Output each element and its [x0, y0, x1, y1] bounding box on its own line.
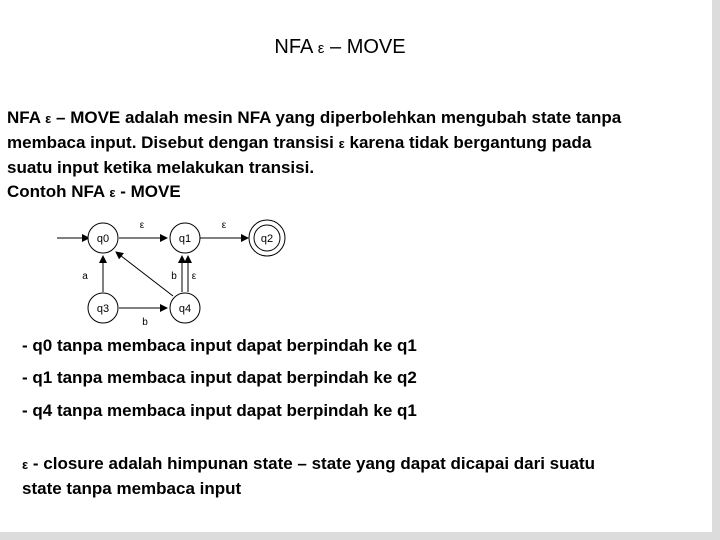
example-epsilon: ε — [109, 185, 116, 200]
state-q0-label: q0 — [96, 233, 110, 245]
definition-paragraph — [7, 106, 687, 180]
para-line3: suatu input ketika melakukan transisi. — [7, 158, 315, 177]
para-epsilon-1: ε — [45, 111, 52, 126]
title-epsilon: ε — [317, 40, 325, 57]
para-line2-a: membaca input. Disebut dengan transisi — [7, 133, 334, 152]
para-line2-b: karena tidak bergantung pada — [349, 133, 592, 152]
edge-label-q0-q1: ε — [139, 220, 145, 231]
state-q4-label: q4 — [178, 303, 192, 315]
slide-title — [0, 36, 680, 59]
nfa-diagram-svg — [55, 212, 318, 332]
edge-label-q4-q1-eps: ε — [191, 271, 197, 282]
para-line1-rest: – MOVE adalah mesin NFA yang diperbolehkan mengubah state tanpa — [56, 108, 622, 127]
state-q1-label: q1 — [178, 233, 192, 245]
edge-label-q4-q1-b: b — [171, 271, 177, 282]
bullet-q1: - q1 tanpa membaca input dapat berpindah ke q2 — [22, 368, 417, 387]
edge-q4-q0 — [116, 252, 173, 296]
closure-line2: state tanpa membaca input — [22, 479, 242, 498]
state-q3-label: q3 — [96, 303, 110, 315]
para-epsilon-2: ε — [338, 136, 345, 151]
example-suffix: - MOVE — [120, 182, 181, 201]
example-heading — [7, 182, 181, 202]
para-nfa: NFA — [7, 108, 41, 127]
bullet-q4: - q4 tanpa membaca input dapat berpindah ke q1 — [22, 401, 417, 420]
example-prefix: Contoh NFA — [7, 182, 105, 201]
edge-label-q3-q4: b — [142, 317, 148, 328]
closure-definition — [22, 452, 682, 501]
nfa-diagram — [55, 212, 318, 332]
closure-epsilon: ε — [22, 457, 29, 472]
edge-label-q1-q2: ε — [221, 220, 227, 231]
state-q2-label: q2 — [260, 233, 274, 245]
title-prefix: NFA — [274, 36, 313, 58]
title-suffix: – MOVE — [330, 36, 406, 58]
bullet-q0: - q0 tanpa membaca input dapat berpindah ke q1 — [22, 336, 417, 355]
edge-label-q3-q0: a — [82, 271, 88, 282]
closure-line1: - closure adalah himpunan state – state yang dapat dicapai dari suatu — [32, 454, 596, 473]
